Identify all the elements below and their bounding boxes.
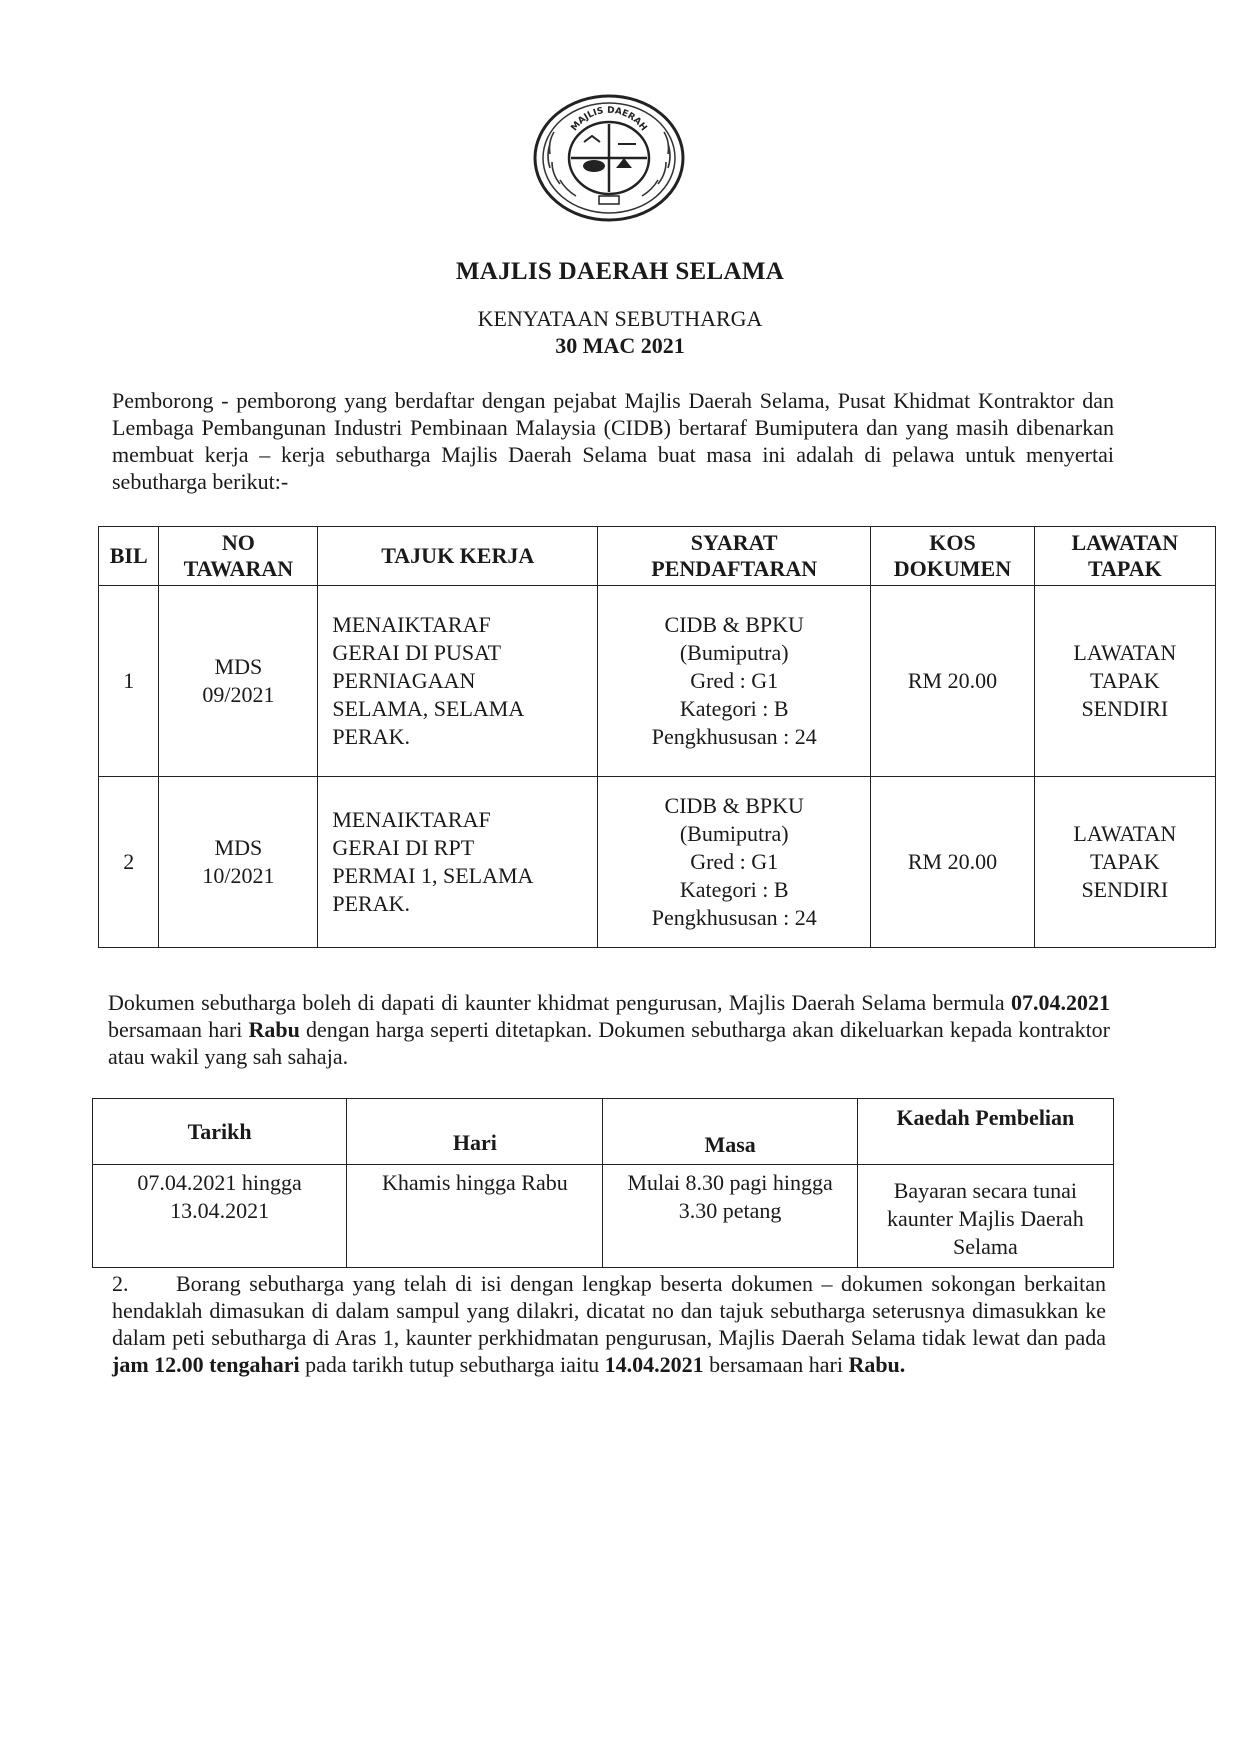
cell-syarat-line: (Bumiputra) [679, 821, 789, 846]
closing-text-part3: bersamaan hari [703, 1352, 849, 1377]
paragraph-number: 2. [112, 1271, 129, 1296]
cell-masa [603, 1165, 857, 1268]
cell-no-line1: MDS [214, 654, 263, 679]
closing-paragraph [112, 1270, 1106, 1378]
cell-tarikh-line1: 07.04.2021 hingga [137, 1170, 302, 1195]
cell-syarat-line: CIDB & BPKU [664, 612, 804, 637]
cell-lawatan-line: TAPAK [1090, 668, 1160, 693]
seal-text: MAJLIS DAERAH [569, 105, 649, 134]
notice-subtitle: KENYATAAN SEBUTHARGA [477, 306, 763, 331]
cell-kaedah-pembelian [857, 1165, 1113, 1268]
closing-time: jam 12.00 tengahari [112, 1352, 300, 1377]
cell-syarat-line: (Bumiputra) [679, 640, 789, 665]
cell-tajuk-line: GERAI DI PUSAT [332, 640, 502, 665]
cell-hari: Khamis hingga Rabu [347, 1165, 603, 1268]
cell-masa-line2: 3.30 petang [678, 1198, 782, 1223]
cell-syarat-line: Gred : G1 [690, 849, 779, 874]
cell-tajuk-kerja [318, 777, 598, 948]
organization-title: MAJLIS DAERAH SELAMA [455, 258, 785, 285]
cell-syarat-line: Kategori : B [679, 877, 789, 902]
cell-tajuk-line: GERAI DI RPT [332, 835, 475, 860]
schedule-table [92, 1098, 1114, 1268]
cell-lawatan-line: SENDIRI [1081, 877, 1169, 902]
header-no-tawaran-line1: NO [221, 530, 255, 555]
cell-kaedah-line1: Bayaran secara tunai [893, 1178, 1077, 1203]
schedule-table-header [93, 1099, 1114, 1165]
cell-tajuk-line: PERNIAGAAN [332, 668, 476, 693]
cell-tajuk-line: MENAIKTARAF [332, 807, 491, 832]
closing-day: Rabu. [848, 1352, 906, 1377]
header-no-tawaran-line2: TAWARAN [183, 556, 294, 581]
cell-kaedah-line2: kaunter Majlis Daerah [887, 1206, 1084, 1231]
document-text-part1: Dokumen sebutharga boleh di dapati di kaunter khidmat pengurusan, Majlis Daerah Selama bermula [108, 990, 1005, 1015]
header-syarat-line2: PENDAFTARAN [651, 556, 818, 581]
cell-no-tawaran [159, 777, 318, 948]
council-seal-logo [530, 92, 688, 224]
cell-kos-dokumen: RM 20.00 [871, 586, 1034, 777]
cell-tajuk-line: PERAK. [332, 724, 410, 749]
header-kos-line2: DOKUMEN [893, 556, 1012, 581]
cell-bil: 2 [99, 777, 159, 948]
cell-tarikh-line2: 13.04.2021 [170, 1198, 270, 1223]
cell-no-line2: 10/2021 [202, 863, 275, 888]
cell-syarat-line: Gred : G1 [690, 668, 779, 693]
document-text-part3: dengan harga seperti ditetapkan. Dokumen sebutharga akan dikeluarkan kepada kontraktor atau wakil yang sah sahaja. [108, 1017, 1111, 1069]
cell-kos-dokumen: RM 20.00 [871, 777, 1034, 948]
cell-syarat-line: Kategori : B [679, 696, 789, 721]
header-tarikh: Tarikh [93, 1099, 347, 1165]
header-lawatan-line1: LAWATAN [1071, 530, 1179, 555]
cell-lawatan-line: SENDIRI [1081, 696, 1169, 721]
cell-tajuk-line: MENAIKTARAF [332, 612, 491, 637]
header-syarat-pendaftaran [598, 527, 871, 586]
cell-syarat-pendaftaran [598, 586, 871, 777]
header-lawatan-line2: TAPAK [1087, 556, 1162, 581]
header-hari: Hari [347, 1099, 603, 1165]
cell-masa-line1: Mulai 8.30 pagi hingga [627, 1170, 833, 1195]
cell-lawatan-line: LAWATAN [1073, 640, 1177, 665]
intro-paragraph: Pemborong - pemborong yang berdaftar dengan pejabat Majlis Daerah Selama, Pusat Khidmat Kontraktor dan Lembaga Pembangunan Industri Pembinaan Malaysia (CIDB) bertaraf Bumiputera dan yang masih dibenarkan membuat kerja – kerja sebutharga Majlis Daerah Selama buat masa ini adalah di pelawa untuk menyertai sebutharga berikut:- [112, 388, 1114, 494]
document-start-date: 07.04.2021 [1011, 990, 1111, 1015]
document-start-day: Rabu [248, 1017, 300, 1042]
notice-date: 30 MAC 2021 [555, 333, 685, 358]
cell-tajuk-line: PERMAI 1, SELAMA [332, 863, 534, 888]
header-kos-line1: KOS [929, 530, 976, 555]
cell-bil: 1 [99, 586, 159, 777]
table-row [99, 586, 1216, 777]
cell-no-line1: MDS [214, 835, 263, 860]
header-kaedah-pembelian: Kaedah Pembelian [857, 1099, 1113, 1165]
quotation-table-header [99, 527, 1216, 586]
cell-lawatan-tapak [1034, 586, 1215, 777]
document-text-part2: bersamaan hari [108, 1017, 249, 1042]
cell-syarat-line: Pengkhususan : 24 [651, 905, 817, 930]
document-paragraph [108, 989, 1110, 1070]
header-bil: BIL [99, 527, 159, 586]
cell-tajuk-line: SELAMA, SELAMA [332, 696, 525, 721]
cell-syarat-pendaftaran [598, 777, 871, 948]
cell-tarikh [93, 1165, 347, 1268]
cell-lawatan-line: TAPAK [1090, 849, 1160, 874]
header-lawatan-tapak [1034, 527, 1215, 586]
cell-kaedah-line3: Selama [952, 1234, 1018, 1259]
header-tajuk-kerja: TAJUK KERJA [318, 527, 598, 586]
table-row [99, 777, 1216, 948]
header-kos-dokumen [871, 527, 1034, 586]
closing-text-part2: pada tarikh tutup sebutharga iaitu [299, 1352, 605, 1377]
header-syarat-line1: SYARAT [690, 530, 778, 555]
cell-no-line2: 09/2021 [202, 682, 275, 707]
cell-syarat-line: CIDB & BPKU [664, 793, 804, 818]
cell-lawatan-line: LAWATAN [1073, 821, 1177, 846]
cell-no-tawaran [159, 586, 318, 777]
quotation-table [98, 526, 1216, 948]
table-row [93, 1165, 1114, 1268]
cell-syarat-line: Pengkhususan : 24 [651, 724, 817, 749]
closing-date: 14.04.2021 [604, 1352, 704, 1377]
closing-text-part1: Borang sebutharga yang telah di isi dengan lengkap beserta dokumen – dokumen sokongan berkaitan hendaklah dimasukan di dalam sampul yang dilakri, dicatat no dan tajuk sebutharga seterusnya dimasukkan ke dalam peti sebutharga di Aras 1, kaunter perkhidmatan pengurusan, Majlis Daerah Selama tidak lewat dan pada [112, 1271, 1106, 1350]
cell-lawatan-tapak [1034, 777, 1215, 948]
header-no-tawaran [159, 527, 318, 586]
cell-tajuk-line: PERAK. [332, 891, 410, 916]
header-masa: Masa [603, 1099, 857, 1165]
cell-tajuk-kerja [318, 586, 598, 777]
